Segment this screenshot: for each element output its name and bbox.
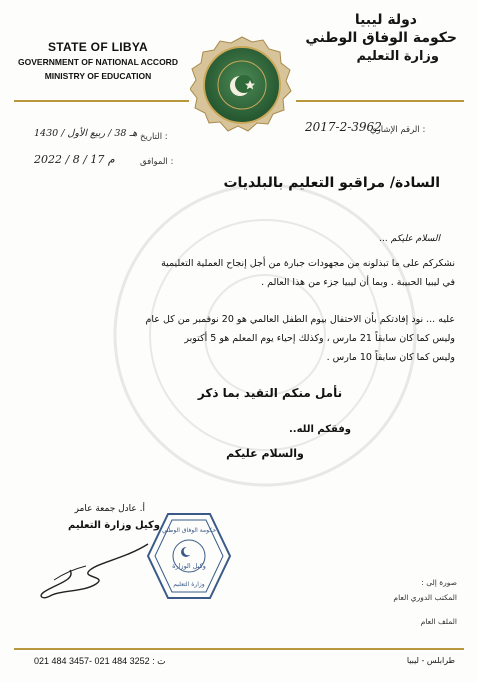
dates-line-2: وليس كما كان سابقاً 21 مارس ، وكذلك إحياء يوم المعلم هو 5 أكتوبر [184,333,455,344]
header-rule-right [296,100,464,102]
ministry-name-ar: وزارة التعليم [356,49,439,64]
thanks-line-1: نشكركم على ما تبذلونه من مجهودات جبارة من أجل إنجاح العملية التعليمية [161,258,455,269]
closing-line: والسلام عليكم [226,447,304,460]
footer-rule [14,648,464,650]
hijri-date-label: التاريخ : [140,132,168,142]
header-english [18,40,178,81]
blessing-line: وفقكم الله.. [288,424,352,435]
stamp-top-text: حكومة الوفاق الوطني [161,527,217,534]
dates-line-1: عليه ... نود إفادتكم بأن الاحتفال بيوم الطفل العالمي هو 20 نوفمبر من كل عام [145,314,455,325]
government-emblem-icon [190,36,294,134]
request-line: نأمل منكم التقيد بما ذكر [197,386,343,400]
stamp-bottom-text: وزارة التعليم [173,581,205,588]
footer-phones: 021 484 3457- 021 484 3252 : ت [34,656,166,666]
greeting: السلام عليكم ... [379,234,440,244]
paragraph-thanks [30,254,455,292]
signatory-title: وكيل وزارة التعليم [68,520,160,531]
paragraph-dates [30,310,455,367]
cc-line-file: الملف العام [420,617,457,626]
hijri-date-value: 14هـ 38 / ربيع الأول / 30 [34,128,138,139]
cc-line-office: المكتب الدوري العام [393,593,457,602]
header-rule-left [14,100,189,102]
reference-label: الرقم الإشاري : [370,125,426,135]
state-name-en: STATE OF LIBYA [48,40,148,54]
handwritten-signature [30,540,160,600]
reference-number: 2017-2-3962 [305,120,382,134]
gregorian-date-label: الموافق : [140,157,174,167]
stamp-center-text: وكيل الوزارة [172,562,206,570]
addressee: السادة/ مراقبو التعليم بالبلديات [223,175,440,191]
government-name-en: GOVERNMENT OF NATIONAL ACCORD [18,57,178,67]
footer-city: طرابلس - ليبيا [406,656,455,665]
ministry-name-en: MINISTRY OF EDUCATION [44,71,152,81]
cc-label: صورة إلى : [421,578,457,587]
dates-line-3: وليس كما كان سابقاً 10 مارس . [326,352,455,363]
state-name-ar: دولة ليبيا [354,12,417,28]
header-arabic [292,12,457,64]
government-name-ar: حكومة الوفاق الوطني [305,30,457,46]
signatory-name: أ. عادل جمعة عامر [74,504,145,514]
official-stamp [146,510,232,602]
thanks-line-2: في ليبيا الحبيبة . وبما أن ليبيا جزء من هذا العالم . [261,277,455,288]
gregorian-date-value: 20م 17 / 8 / 22 [34,153,115,166]
